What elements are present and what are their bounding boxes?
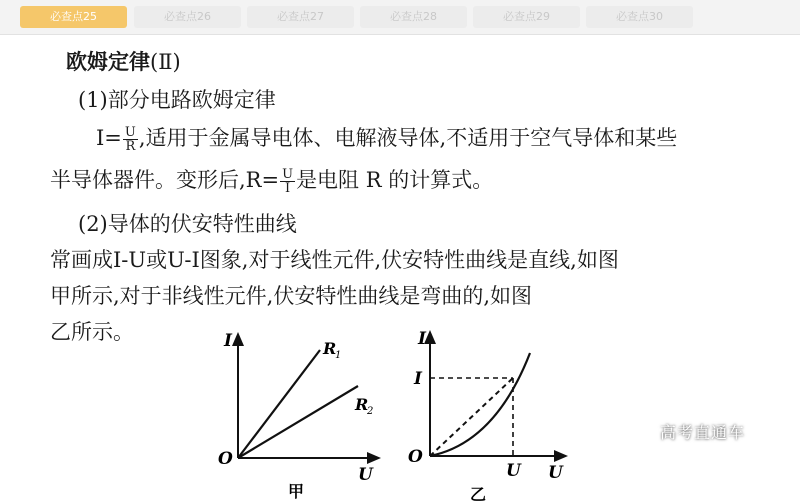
section1-line1-rest: ,适用于金属导电体、电解液导体,不适用于空气导体和某些 <box>138 126 678 150</box>
yi-point-i-label: I <box>414 369 422 389</box>
formula1-lhs: I= <box>96 126 122 150</box>
jia-line-r1 <box>238 350 320 458</box>
section1-line1 <box>96 122 677 153</box>
section2-title: (2)导体的伏安特性曲线 <box>78 212 297 236</box>
section1-line2-start: 半导体器件。变形后,R= <box>50 168 280 192</box>
tab-29[interactable]: 必查点29 <box>473 6 580 28</box>
section2-line3: 乙所示。 <box>50 320 134 344</box>
yi-origin-label: O <box>408 447 423 467</box>
jia-line-r2 <box>238 386 358 458</box>
jia-r1-sub: 1 <box>335 350 342 361</box>
jia-r2-sub: 2 <box>367 406 374 417</box>
graph-jia <box>210 330 400 503</box>
tab-bar <box>0 0 800 35</box>
tab-30[interactable]: 必查点30 <box>586 6 693 28</box>
page-title <box>66 46 181 76</box>
title-main: 欧姆定律 <box>66 49 150 74</box>
jia-r2-label: R <box>355 395 369 414</box>
formula1-fraction <box>123 126 138 153</box>
watermark-text: 高考直通车 <box>660 423 746 442</box>
jia-y-label: I <box>224 331 232 351</box>
yi-x-label: U <box>548 463 563 483</box>
yi-caption: 乙 <box>470 485 487 503</box>
yi-y-label: I <box>418 329 426 349</box>
formula1-num: U <box>124 125 136 140</box>
section1-line2 <box>50 164 493 195</box>
jia-x-label: U <box>358 465 373 485</box>
section2-line1: 常画成I-U或U-I图象,对于线性元件,伏安特性曲线是直线,如图 <box>50 248 619 272</box>
jia-caption: 甲 <box>288 482 305 501</box>
yi-point-u-label: U <box>506 461 521 481</box>
section2-line2: 甲所示,对于非线性元件,伏安特性曲线是弯曲的,如图 <box>50 284 533 308</box>
jia-r1-label: R <box>323 339 337 358</box>
formula2-num: U <box>282 167 294 182</box>
tab-28[interactable]: 必查点28 <box>360 6 467 28</box>
jia-origin-label: O <box>218 449 233 469</box>
formula2-fraction <box>280 168 295 195</box>
section1-line2-rest: 是电阻 R 的计算式。 <box>296 168 494 192</box>
graph-yi <box>400 328 575 503</box>
formula1-den: R <box>125 139 136 154</box>
tab-27[interactable]: 必查点27 <box>247 6 354 28</box>
formula2-den: I <box>285 181 291 196</box>
section1-title: (1)部分电路欧姆定律 <box>78 88 276 112</box>
tab-26[interactable]: 必查点26 <box>134 6 241 28</box>
yi-secant-line <box>430 378 513 456</box>
tab-25[interactable]: 必查点25 <box>20 6 127 28</box>
title-roman: (Ⅱ) <box>150 50 181 74</box>
